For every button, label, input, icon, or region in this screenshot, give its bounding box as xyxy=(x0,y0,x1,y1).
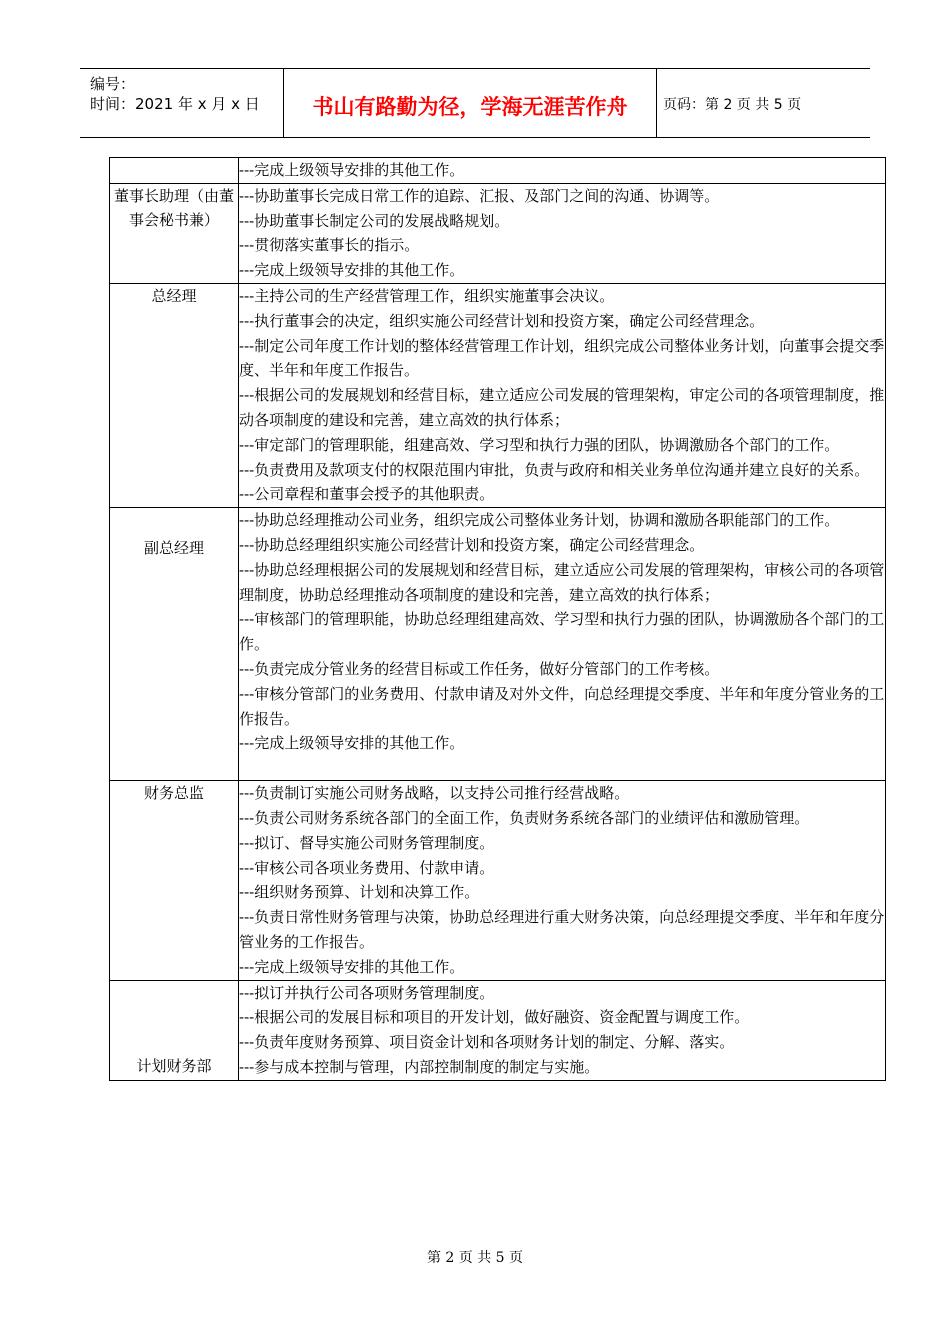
duties-cell xyxy=(239,508,886,781)
duties-cell xyxy=(239,781,886,980)
duty-item: ---执行董事会的决定，组织实施公司经营计划和投资方案，确定公司经营理念。 xyxy=(239,311,765,330)
duty-item: ---协助总经理根据公司的发展规划和经营目标，建立适应公司发展的管理架构，审核公司的各项管理制度，协助总经理推动各项制度的建设和完善，建立高效的执行体系； xyxy=(239,560,885,604)
duty-item: ---协助总经理推动公司业务，组织完成公司整体业务计划，协调和激励各职能部门的工作。 xyxy=(239,511,840,530)
role-cell: 计划财务部 xyxy=(110,980,239,1080)
duty-item: ---完成上级领导安排的其他工作。 xyxy=(239,261,465,280)
duty-item: ---负责制订实施公司财务战略，以支持公司推行经营战略。 xyxy=(239,784,630,803)
duty-item: ---负责费用及款项支付的权限范围内审批，负责与政府和相关业务单位沟通并建立良好的关系。 xyxy=(239,460,870,479)
duty-item: ---协助总经理组织实施公司经营计划和投资方案，确定公司经营理念。 xyxy=(239,535,705,554)
page-footer: 第 2 页 共 5 页 xyxy=(426,1250,524,1266)
duties-cell xyxy=(239,980,886,1080)
header-page-info: 页码：第 2 页 共 5 页 xyxy=(663,97,802,113)
table-row xyxy=(110,508,886,781)
duty-item: ---审核部门的管理职能，协助总经理组建高效、学习型和执行力强的团队，协调激励各个部门的工作。 xyxy=(239,610,885,654)
duty-item: ---协助董事长制定公司的发展战略规划。 xyxy=(239,211,510,230)
page-header xyxy=(80,68,870,138)
role-cell: 总经理 xyxy=(110,283,239,507)
duty-item: ---制定公司年度工作计划的整体经营管理工作计划，组织完成公司整体业务计划，向董事会提交季度、半年和年度工作报告。 xyxy=(239,336,885,380)
duty-item: ---参与成本控制与管理，内部控制制度的制定与实施。 xyxy=(239,1057,600,1076)
header-motto-cell xyxy=(284,69,657,137)
duty-item: ---负责日常性财务管理与决策，协助总经理进行重大财务决策，向总经理提交季度、半年和年度分管业务的工作报告。 xyxy=(239,908,885,951)
blank-line xyxy=(239,756,885,780)
duty-item: ---主持公司的生产经营管理工作，组织实施董事会决议。 xyxy=(239,286,615,305)
duty-item: ---组织财务预算、计划和决算工作。 xyxy=(239,883,480,902)
role-cell: 董事长助理（由董事会秘书兼） xyxy=(110,183,239,283)
header-page-cell xyxy=(657,69,870,137)
duty-item: ---审核公司各项业务费用、付款申请。 xyxy=(239,858,495,877)
duties-cell xyxy=(239,183,886,283)
document-number-label: 编号： xyxy=(90,75,136,93)
responsibilities-table xyxy=(109,157,886,1081)
table-row xyxy=(110,283,886,507)
duty-item: ---协助董事长完成日常工作的追踪、汇报、及部门之间的沟通、协调等。 xyxy=(239,186,720,205)
duty-item: ---完成上级领导安排的其他工作。 xyxy=(239,161,465,179)
table-row xyxy=(110,980,886,1080)
role-cell: 副总经理 xyxy=(110,508,239,781)
duty-item: ---根据公司的发展规划和经营目标，建立适应公司发展的管理架构，审定公司的各项管理制度，推动各项制度的建设和完善，建立高效的执行体系； xyxy=(239,386,885,429)
table-row xyxy=(110,158,886,184)
duty-item: ---审核分管部门的业务费用、付款申请及对外文件，向总经理提交季度、半年和年度分管业务的工作报告。 xyxy=(239,684,885,728)
header-meta-cell xyxy=(80,69,284,137)
duty-item: ---公司章程和董事会授予的其他职责。 xyxy=(239,485,495,504)
duty-item: ---审定部门的管理职能，组建高效、学习型和执行力强的团队，协调激励各个部门的工作。 xyxy=(239,435,840,454)
duty-item: ---拟订并执行公司各项财务管理制度。 xyxy=(239,983,495,1002)
duty-item: ---负责公司财务系统各部门的全面工作，负责财务系统各部门的业绩评估和激励管理。 xyxy=(239,808,810,827)
duty-item: ---根据公司的发展目标和项目的开发计划，做好融资、资金配置与调度工作。 xyxy=(239,1008,750,1027)
duty-item: ---贯彻落实董事长的指示。 xyxy=(239,236,420,255)
header-motto: 书山有路勤为径，学海无涯苦作舟 xyxy=(312,95,628,119)
duty-item: ---拟订、督导实施公司财务管理制度。 xyxy=(239,833,495,852)
duty-item: ---完成上级领导安排的其他工作。 xyxy=(239,734,465,753)
table-row xyxy=(110,183,886,283)
duty-item: ---负责年度财务预算、项目资金计划和各项财务计划的制定、分解、落实。 xyxy=(239,1033,735,1052)
duty-item: ---负责完成分管业务的经营目标或工作任务，做好分管部门的工作考核。 xyxy=(239,659,720,678)
duties-cell xyxy=(239,283,886,507)
duty-item: ---完成上级领导安排的其他工作。 xyxy=(239,957,465,976)
role-cell xyxy=(110,158,239,184)
role-cell: 财务总监 xyxy=(110,781,239,980)
duties-cell xyxy=(239,158,886,184)
table-row xyxy=(110,781,886,980)
document-date: 时间：2021 年 x 月 x 日 xyxy=(90,95,260,113)
